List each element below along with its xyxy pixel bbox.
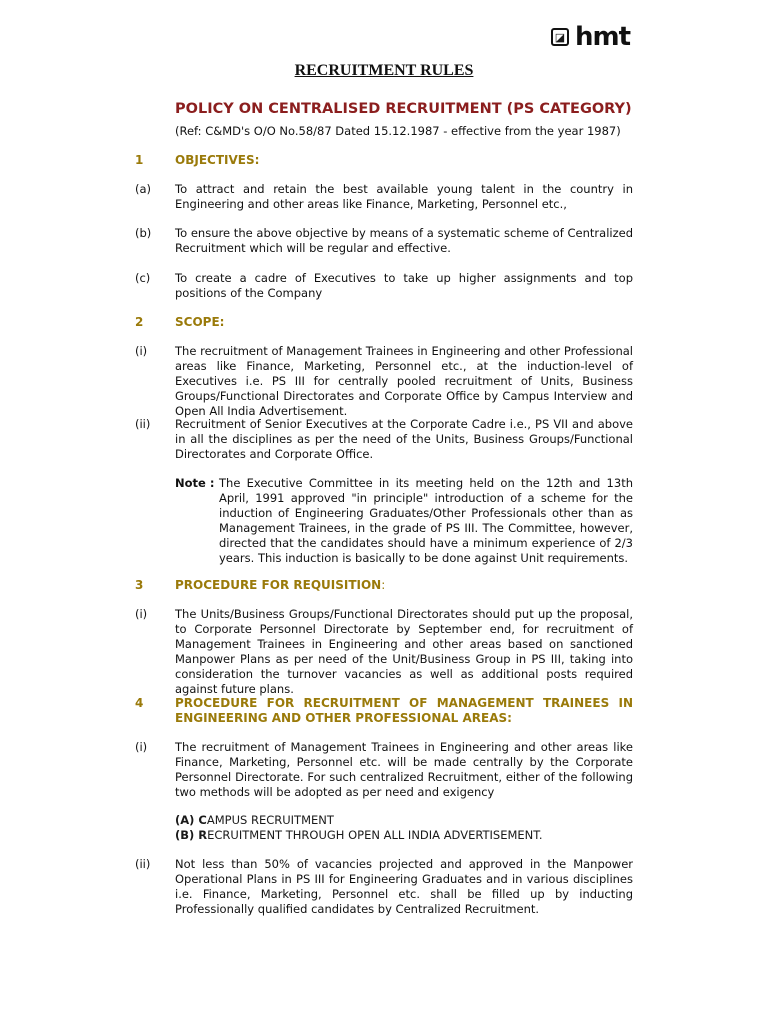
method-advertisement (175, 828, 543, 843)
objective-b-label: (b) (135, 226, 152, 240)
recruitment-ii-label: (ii) (135, 857, 151, 871)
section-4-number: 4 (135, 696, 144, 710)
recruitment-ii-text: Not less than 50% of vacancies projected and approved in the Manpower Operational Plans in PS III for Engineering Graduates and in various disciplines i.e. Finance, Marketing, Personnel etc. shall be filled up by inducting Professionally qualified candidates by Centralized Recruitment. (175, 857, 633, 916)
section-3-heading-text: PROCEDURE FOR REQUISITION (175, 578, 382, 592)
section-1-heading: OBJECTIVES: (175, 153, 260, 167)
scope-ii-label: (ii) (135, 417, 151, 431)
section-3-heading-colon: : (381, 578, 386, 592)
objective-c-text: To create a cadre of Executives to take up higher assignments and top positions of the Company (175, 271, 633, 300)
scope-i-label: (i) (135, 344, 148, 358)
policy-heading: POLICY ON CENTRALISED RECRUITMENT (PS CATEGORY) (175, 101, 632, 117)
requisition-i-text: The Units/Business Groups/Functional Directorates should put up the proposal, to Corporate Personnel Directorate by September end, for recruitment of Management Trainees in Engineering and other areas based on sanctioned Manpower Plans as per need of the Unit/Business Group in PS III, taking into consideration the turnover vacancies as well as additional posts required against future plans. (175, 607, 633, 696)
requisition-i-label: (i) (135, 607, 148, 621)
method-campus-prefix: (A) C (175, 813, 207, 827)
page-title: RECRUITMENT RULES (294, 62, 474, 79)
method-advertisement-rest: ECRUITMENT THROUGH OPEN ALL INDIA ADVERTISEMENT. (207, 828, 543, 842)
scope-i-text: The recruitment of Management Trainees in Engineering and other Professional areas like Finance, Marketing, Personnel etc., at the induction-level of Executives i.e. PS III for centrally pooled recruitment of Units, Business Groups/Functional Directorates and Corporate Office by Campus Interview and Open All India Advertisement. (175, 344, 633, 418)
objective-a-text: To attract and retain the best available young talent in the country in Engineering and other areas like Finance, Marketing, Personnel etc., (175, 182, 633, 211)
section-2-heading: SCOPE: (175, 315, 225, 329)
objective-c-label: (c) (135, 271, 151, 285)
method-advertisement-prefix: (B) R (175, 828, 208, 842)
note-label: Note : (175, 476, 215, 490)
recruitment-i-label: (i) (135, 740, 148, 754)
logo-text: hmt (574, 22, 630, 52)
scope-ii-text: Recruitment of Senior Executives at the Corporate Cadre i.e., PS VII and above in all the disciplines as per the need of the Units, Business Groups/Functional Directorates and Corporate Office. (175, 417, 633, 461)
section-1-number: 1 (135, 153, 144, 167)
objective-b-text: To ensure the above objective by means of a systematic scheme of Centralized Recruitment which will be regular and effective. (175, 226, 633, 255)
section-3-heading (175, 578, 385, 592)
section-4-heading: PROCEDURE FOR RECRUITMENT OF MANAGEMENT TRAINEES IN ENGINEERING AND OTHER PROFESSIONAL AREAS: (175, 696, 633, 725)
method-campus-rest: AMPUS RECRUITMENT (206, 813, 334, 827)
logo-emblem-icon: ◪ (551, 28, 569, 46)
objective-a-label: (a) (135, 182, 152, 196)
reference-line: (Ref: C&MD's O/O No.58/87 Dated 15.12.1987 - effective from the year 1987) (175, 124, 621, 138)
note-text: The Executive Committee in its meeting held on the 12th and 13th April, 1991 approved "in principle" introduction of a scheme for the induction of Engineering Graduates/Other Professionals other than as Management Trainees, in the grade of PS III. The Committee, however, directed that the candidates should have a minimum experience of 2/3 years. This induction is basically to be done against Unit requirements. (219, 476, 633, 565)
section-2-number: 2 (135, 315, 144, 329)
company-logo (551, 22, 630, 52)
method-campus (175, 813, 334, 828)
recruitment-i-text: The recruitment of Management Trainees in Engineering and other areas like Finance, Marketing, Personnel etc. will be made centrally by the Corporate Personnel Directorate. For such centralized Recruitment, either of the following two methods will be adopted as per need and exigency (175, 740, 633, 799)
section-3-number: 3 (135, 578, 144, 592)
